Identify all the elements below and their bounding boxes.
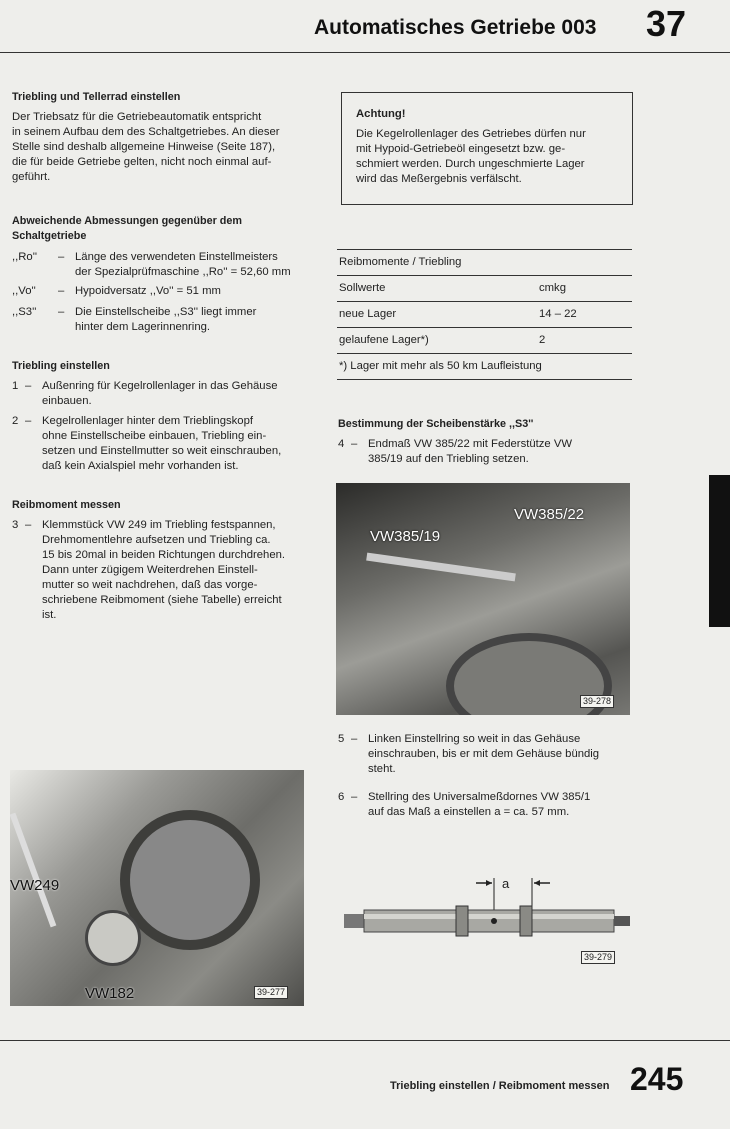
- figure-ref: 39-277: [254, 986, 288, 999]
- step-number: 4: [338, 438, 345, 450]
- dimension-item: ,,Ro'' – Länge des verwendeten Einstellmeisters der Spezialprüfmaschine ,,Ro'' = 52,60 mm: [12, 251, 291, 278]
- header-title: Automatisches Getriebe 003: [314, 16, 597, 39]
- lever-shape: [10, 813, 56, 928]
- step-number: 3: [12, 519, 19, 531]
- text-line: der Spezialprüfmaschine ,,Ro'' = 52,60 mm: [75, 266, 291, 278]
- text-line: schmiert werden. Durch ungeschmierte Lager: [356, 158, 585, 170]
- rod-shape: [366, 553, 516, 582]
- text-line: Endmaß VW 385/22 mit Federstütze VW: [368, 438, 573, 450]
- text-line: Der Triebsatz für die Getriebeautomatik entspricht: [12, 111, 262, 123]
- table-header: [337, 276, 632, 302]
- header-rule: [0, 52, 730, 53]
- dimension-item: ,,Vo'' – Hypoidversatz ,,Vo'' = 51 mm: [12, 285, 221, 297]
- text-line: 15 bis 20mal in beiden Richtungen durchdrehen.: [42, 549, 286, 561]
- section-title: Bestimmung der Scheibenstärke ,,S3'': [338, 418, 534, 430]
- table-row: [337, 302, 632, 328]
- figure-ref: 39-279: [581, 951, 615, 964]
- footer-rule: [0, 1040, 730, 1041]
- chapter-tab: [709, 475, 730, 627]
- table-footnote: *) Lager mit mehr als 50 km Laufleistung: [337, 354, 632, 380]
- text-line: Klemmstück VW 249 im Triebling festspannen,: [42, 519, 276, 531]
- step-number: 6: [338, 791, 345, 803]
- notice-text: [356, 127, 586, 187]
- step-2: 2 – Kegelrollenlager hinter dem Trieblingskopf ohne Einstellscheibe einbauen, Triebling ein- setzen und Einstellmutter so weit einschrauben, daß kein Axialspiel mehr vorhanden ist.: [12, 415, 282, 472]
- dimension-label: ,,S3'': [12, 306, 37, 318]
- text-line: Länge des verwendeten Einstellmeisters: [75, 251, 278, 263]
- text-line: 385/19 auf den Triebling setzen.: [368, 453, 529, 465]
- text-line: Dann unter zügigem Weiterdrehen Einstell-: [42, 564, 258, 576]
- step-number: 1: [12, 380, 19, 392]
- text-line: mutter so weit nachdrehen, daß das vorge-: [42, 579, 258, 591]
- notice-box: [341, 92, 633, 205]
- section-title: Triebling einstellen: [12, 360, 110, 372]
- callout-vw249: VW249: [10, 877, 60, 894]
- table-cell: gelaufene Lager*): [339, 334, 429, 346]
- step-3: 3 – Klemmstück VW 249 im Triebling festspannen, Drehmomentlehre aufsetzen und Triebling ca. 15 bis 20mal in beiden Richtungen durchdrehen. Dann unter zügigem Weiterdrehen Einstell- mutter so weit nachdrehen, daß das vorge- schriebene Reibmoment (siehe Tabelle) erreicht ist.: [12, 519, 286, 621]
- text-line: Außenring für Kegelrollenlager in das Gehäuse: [42, 380, 278, 392]
- mandrel-drawing: [336, 870, 630, 950]
- housing-shape: [120, 810, 260, 950]
- text-line: einbauen.: [42, 395, 92, 407]
- step-4: 4 – Endmaß VW 385/22 mit Federstütze VW 385/19 auf den Triebling setzen.: [338, 438, 573, 465]
- text-line: wird das Meßergebnis verfälscht.: [356, 173, 522, 185]
- text-line: die für beide Getriebe gelten, nicht noch einmal auf-: [12, 156, 272, 168]
- page-number: 245: [630, 1061, 684, 1097]
- table-title: Reibmomente / Triebling: [339, 256, 462, 268]
- photo-gauge-block: [336, 483, 630, 715]
- dimension-item: ,,S3'' – Die Einstellscheibe ,,S3'' liegt immer hinter dem Lagerinnenring.: [12, 306, 257, 333]
- text-line: in seinem Aufbau dem des Schaltgetriebes. An dieser: [12, 126, 280, 138]
- column-header: Sollwerte: [339, 282, 386, 294]
- text-line: einschrauben, bis er mit dem Gehäuse bündig: [368, 748, 600, 760]
- text-line: auf das Maß a einstellen a = ca. 57 mm.: [368, 806, 570, 818]
- title-line: Abweichende Abmessungen gegenüber dem: [12, 215, 242, 227]
- section-title: [12, 214, 242, 244]
- callout-vw385-22: VW385/22: [514, 506, 585, 523]
- table-cell: 2: [539, 334, 546, 346]
- section-title: Reibmoment messen: [12, 499, 121, 511]
- dimension-label: ,,Ro'': [12, 251, 38, 263]
- gauge-shape: [85, 910, 141, 966]
- step-1: 1 – Außenring für Kegelrollenlager in das Gehäuse einbauen.: [12, 380, 278, 407]
- step-number: 5: [338, 733, 345, 745]
- text-line: ist.: [42, 609, 57, 621]
- text-line: Die Einstellscheibe ,,S3'' liegt immer: [75, 306, 257, 318]
- text-line: Stellring des Universalmeßdornes VW 385/1: [368, 791, 591, 803]
- text-line: Linken Einstellring so weit in das Gehäuse: [368, 733, 581, 745]
- text-line: Stelle sind deshalb allgemeine Hinweise (Seite 187),: [12, 141, 276, 153]
- dimension-label: ,,Vo'': [12, 285, 36, 297]
- intro-paragraph: [12, 110, 322, 185]
- notice-title: Achtung!: [356, 108, 406, 120]
- text-line: geführt.: [12, 171, 51, 183]
- figure-ref: 39-278: [580, 695, 614, 708]
- chapter-number: 37: [646, 3, 687, 44]
- table-title-row: [337, 249, 632, 276]
- text-line: daß kein Axialspiel mehr vorhanden ist.: [42, 460, 239, 472]
- text-line: ohne Einstellscheibe einbauen, Triebling ein-: [42, 430, 267, 442]
- footer-caption: Triebling einstellen / Reibmoment messen: [390, 1080, 610, 1092]
- step-6: 6 – Stellring des Universalmeßdornes VW 385/1 auf das Maß a einstellen a = ca. 57 mm.: [338, 791, 591, 818]
- text-line: schriebene Reibmoment (siehe Tabelle) erreicht: [42, 594, 282, 606]
- step-number: 2: [12, 415, 19, 427]
- measuring-mandrel-diagram: [336, 870, 630, 970]
- friction-torque-table: [337, 249, 632, 380]
- callout-vw385-19: VW385/19: [370, 528, 441, 545]
- column-header: cmkg: [539, 282, 566, 294]
- dimension-label-a: a: [502, 876, 510, 891]
- table-row: [337, 328, 632, 354]
- text-line: mit Hypoid-Getriebeöl eingesetzt bzw. ge-: [356, 143, 566, 155]
- table-cell: neue Lager: [339, 308, 397, 320]
- text-line: Hypoidversatz ,,Vo'' = 51 mm: [75, 285, 221, 297]
- text-line: setzen und Einstellmutter so weit einschrauben,: [42, 445, 282, 457]
- step-5: 5 – Linken Einstellring so weit in das Gehäuse einschrauben, bis er mit dem Gehäuse bündig steht.: [338, 733, 600, 775]
- callout-vw182: VW182: [85, 985, 135, 1002]
- text-line: Drehmomentlehre aufsetzen und Triebling ca.: [42, 534, 271, 546]
- text-line: steht.: [368, 763, 396, 775]
- title-line: Schaltgetriebe: [12, 230, 87, 242]
- text-line: Die Kegelrollenlager des Getriebes dürfen nur: [356, 128, 586, 140]
- photo-torque-gauge: [10, 770, 304, 1006]
- text-line: Kegelrollenlager hinter dem Trieblingskopf: [42, 415, 253, 427]
- section-title: Triebling und Tellerrad einstellen: [12, 91, 181, 103]
- text-line: hinter dem Lagerinnenring.: [75, 321, 211, 333]
- table-cell: 14 – 22: [539, 308, 577, 320]
